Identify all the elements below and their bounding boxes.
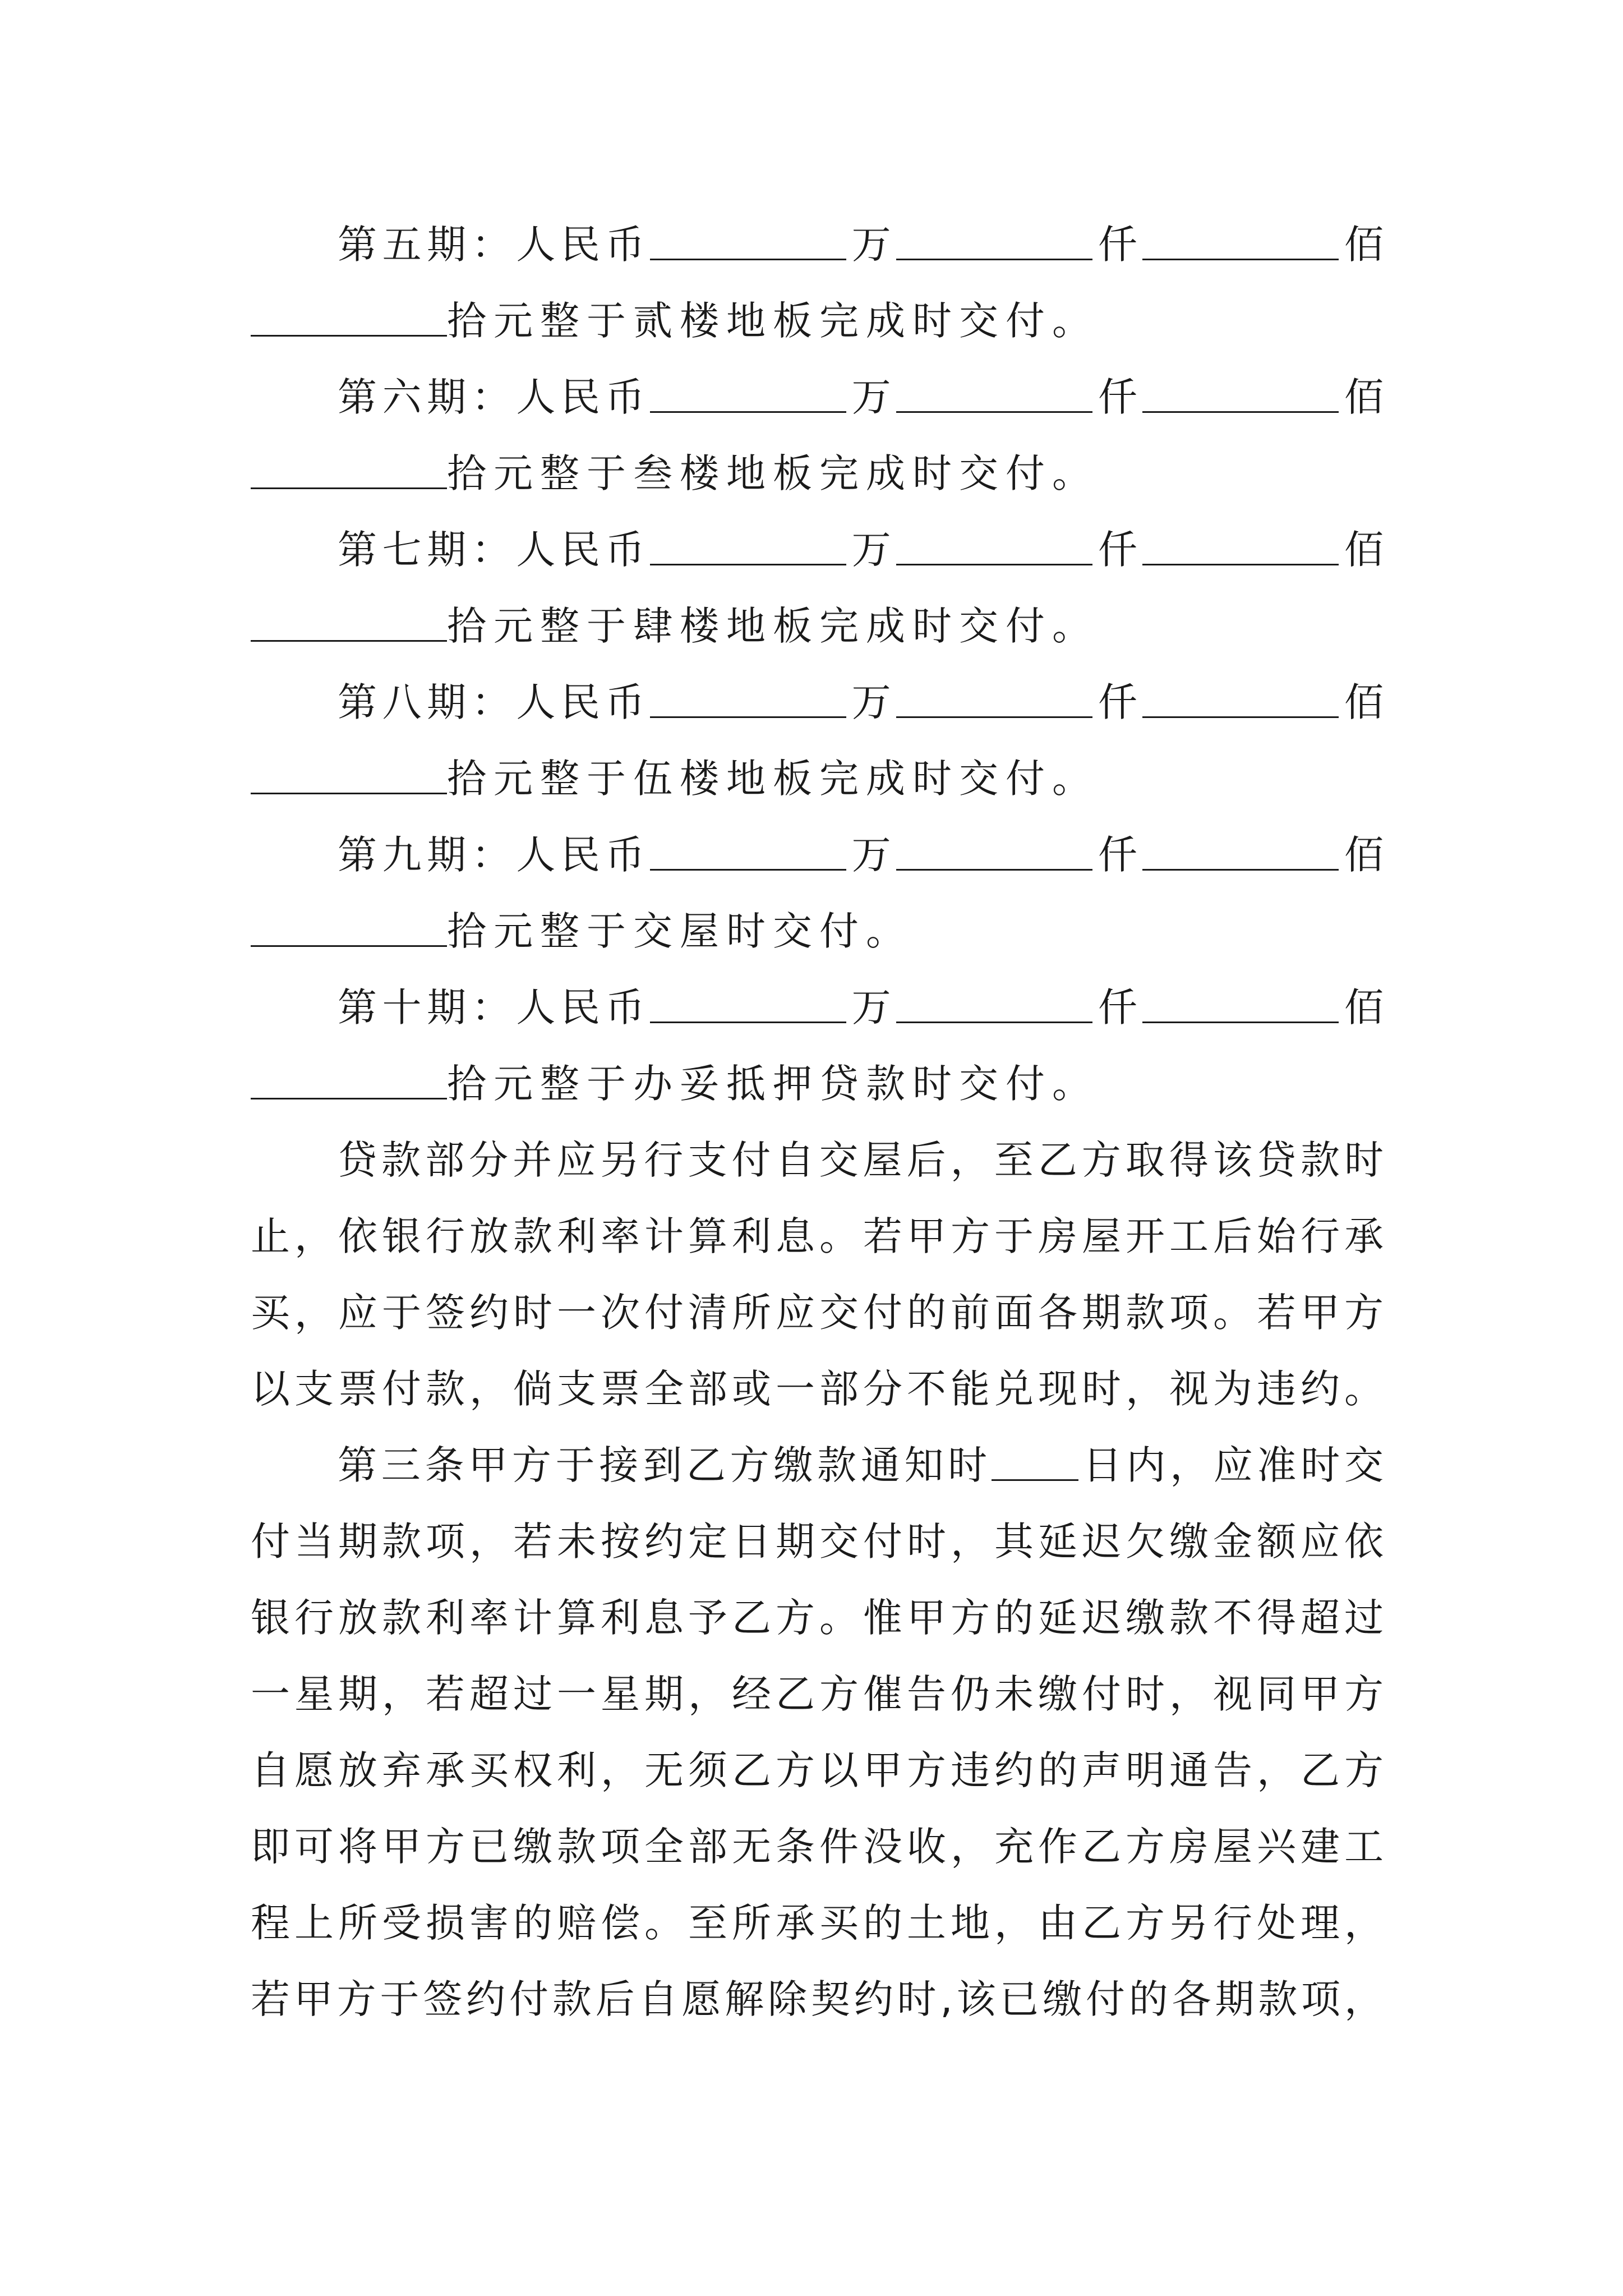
installment-9-line-2 xyxy=(251,893,1384,969)
installment-7-line-1 xyxy=(251,512,1384,588)
amount-wan-blank[interactable] xyxy=(650,677,846,718)
loan-paragraph-line-1: 贷款部分并应另行支付自交屋后，至乙方取得该贷款时 xyxy=(338,1137,1384,1183)
article3-line-3: 银行放款利率计算利息予乙方。惟甲方的延迟缴款不得超过 xyxy=(251,1595,1384,1641)
amount-shi-blank[interactable] xyxy=(251,906,447,947)
amount-qian-blank[interactable] xyxy=(896,372,1092,413)
amount-bai-blank[interactable] xyxy=(1142,982,1339,1023)
unit-bai: 佰 xyxy=(1339,374,1384,420)
amount-wan-blank[interactable] xyxy=(650,830,846,871)
amount-shi-blank[interactable] xyxy=(251,296,447,337)
article3-line-2: 付当期款项，若未按约定日期交付时，其延迟欠缴金额应依 xyxy=(251,1519,1384,1565)
installment-7-label: 第七期：人民币 xyxy=(338,527,651,573)
amount-shi-blank[interactable] xyxy=(251,448,447,489)
amount-bai-blank[interactable] xyxy=(1142,830,1339,871)
installment-5-label: 第五期：人民币 xyxy=(338,222,651,268)
amount-qian-blank[interactable] xyxy=(896,677,1092,718)
installment-9-line-1 xyxy=(251,817,1384,893)
installment-10-clause: 拾元整于办妥抵押贷款时交付。 xyxy=(447,1061,1099,1107)
article3-line-1 xyxy=(251,1427,1384,1503)
article3-line-5: 自愿放弃承买权利，无须乙方以甲方违约的声明通告，乙方 xyxy=(251,1747,1384,1793)
installment-6-label: 第六期：人民币 xyxy=(338,374,651,420)
amount-wan-blank[interactable] xyxy=(650,982,846,1023)
unit-bai: 佰 xyxy=(1339,679,1384,725)
unit-qian: 仟 xyxy=(1092,374,1143,420)
unit-wan: 万 xyxy=(846,679,897,725)
installment-10-label: 第十期：人民币 xyxy=(338,984,651,1030)
amount-bai-blank[interactable] xyxy=(1142,372,1339,413)
installment-10-line-2 xyxy=(251,1046,1384,1122)
unit-bai: 佰 xyxy=(1339,832,1384,878)
article3-line-7: 程上所受损害的赔偿。至所承买的土地，由乙方另行处理， xyxy=(251,1900,1384,1946)
amount-bai-blank[interactable] xyxy=(1142,219,1339,260)
installment-7-line-2 xyxy=(251,588,1384,664)
amount-shi-blank[interactable] xyxy=(251,601,447,642)
installment-6-clause: 拾元整于叁楼地板完成时交付。 xyxy=(447,450,1099,496)
amount-wan-blank[interactable] xyxy=(650,372,846,413)
installment-5-clause: 拾元整于贰楼地板完成时交付。 xyxy=(447,298,1099,344)
unit-qian: 仟 xyxy=(1092,984,1143,1030)
unit-wan: 万 xyxy=(846,832,897,878)
amount-wan-blank[interactable] xyxy=(650,524,846,565)
installment-6-line-2 xyxy=(251,435,1384,512)
unit-qian: 仟 xyxy=(1092,527,1143,573)
installment-9-clause: 拾元整于交屋时交付。 xyxy=(447,908,912,954)
amount-shi-blank[interactable] xyxy=(251,1059,447,1099)
amount-qian-blank[interactable] xyxy=(896,830,1092,871)
article3-line-4: 一星期，若超过一星期，经乙方催告仍未缴付时，视同甲方 xyxy=(251,1671,1384,1717)
unit-wan: 万 xyxy=(846,984,897,1030)
installment-8-label: 第八期：人民币 xyxy=(338,679,651,725)
unit-wan: 万 xyxy=(846,527,897,573)
unit-wan: 万 xyxy=(846,222,897,268)
loan-paragraph-line-4: 以支票付款，倘支票全部或一部分不能兑现时，视为违约。 xyxy=(251,1366,1384,1412)
installment-7-clause: 拾元整于肆楼地板完成时交付。 xyxy=(447,603,1099,649)
unit-bai: 佰 xyxy=(1339,222,1384,268)
amount-bai-blank[interactable] xyxy=(1142,524,1339,565)
unit-bai: 佰 xyxy=(1339,527,1384,573)
installment-9-label: 第九期：人民币 xyxy=(338,832,651,878)
installment-10-line-1 xyxy=(251,969,1384,1046)
days-blank[interactable] xyxy=(992,1440,1078,1481)
installment-5-line-1 xyxy=(251,206,1384,283)
amount-qian-blank[interactable] xyxy=(896,982,1092,1023)
unit-qian: 仟 xyxy=(1092,832,1143,878)
amount-shi-blank[interactable] xyxy=(251,753,447,794)
amount-bai-blank[interactable] xyxy=(1142,677,1339,718)
amount-qian-blank[interactable] xyxy=(896,219,1092,260)
amount-qian-blank[interactable] xyxy=(896,524,1092,565)
installment-5-line-2 xyxy=(251,283,1384,359)
installment-8-line-2 xyxy=(251,740,1384,817)
article3-line-8: 若甲方于签约付款后自愿解除契约时,该已缴付的各期款项， xyxy=(251,1976,1384,2022)
installment-8-clause: 拾元整于伍楼地板完成时交付。 xyxy=(447,756,1099,802)
article3-text-before-blank: 第三条甲方于接到乙方缴款通知时 xyxy=(338,1442,992,1488)
unit-wan: 万 xyxy=(846,374,897,420)
loan-paragraph-line-3: 买，应于签约时一次付清所应交付的前面各期款项。若甲方 xyxy=(251,1290,1384,1336)
article3-text-after-blank: 日内，应准时交 xyxy=(1078,1442,1384,1488)
unit-qian: 仟 xyxy=(1092,222,1143,268)
unit-bai: 佰 xyxy=(1339,984,1384,1030)
installment-6-line-1 xyxy=(251,359,1384,435)
loan-paragraph-line-2: 止，依银行放款利率计算利息。若甲方于房屋开工后始行承 xyxy=(251,1213,1384,1259)
unit-qian: 仟 xyxy=(1092,679,1143,725)
installment-8-line-1 xyxy=(251,664,1384,740)
amount-wan-blank[interactable] xyxy=(650,219,846,260)
article3-line-6: 即可将甲方已缴款项全部无条件没收，充作乙方房屋兴建工 xyxy=(251,1824,1384,1870)
